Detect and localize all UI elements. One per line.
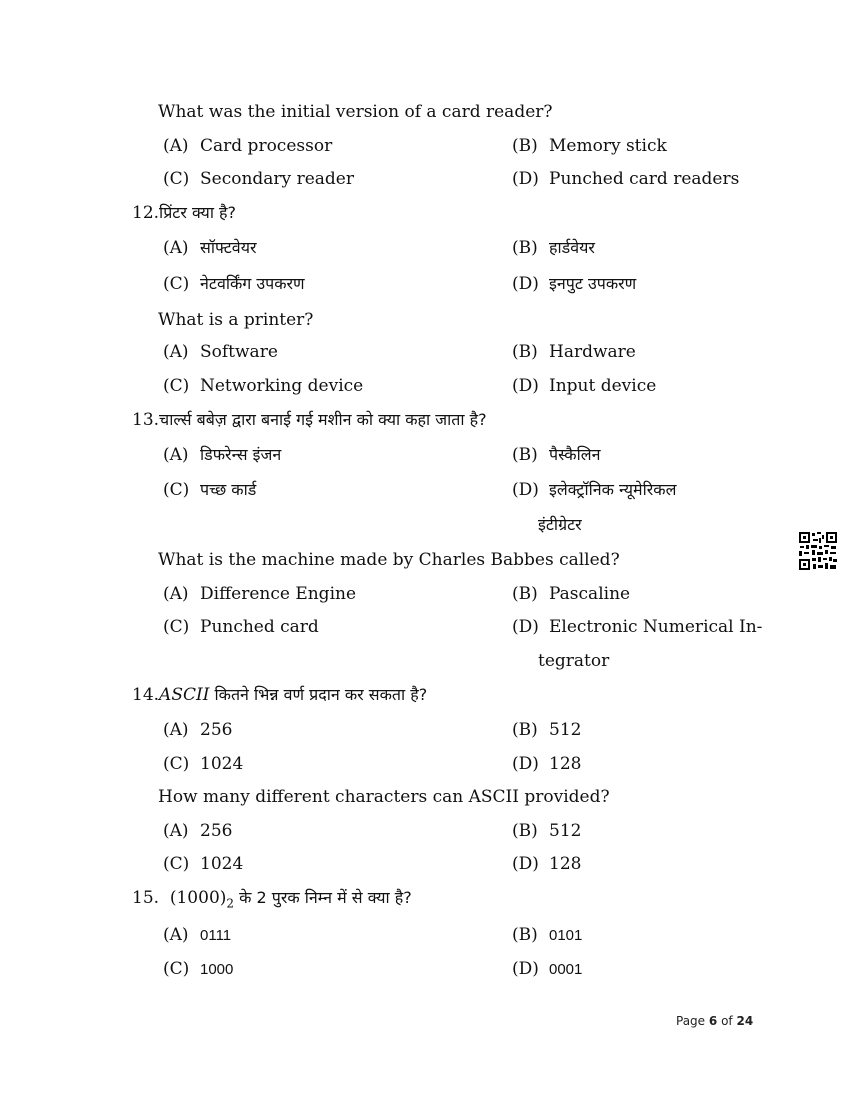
q12-hi-option-d: (D) इनपुट उपकरण bbox=[512, 274, 637, 294]
q15-option-b: (B) 0101 bbox=[512, 925, 583, 945]
q15-option-c: (C) 1000 bbox=[163, 959, 234, 979]
page-number: Page 6 of 24 bbox=[676, 1014, 754, 1028]
q11-option-c: (C) Secondary reader bbox=[163, 169, 354, 189]
q14-hi-option-b: (B) 512 bbox=[512, 720, 582, 740]
q13-en-option-a: (A) Difference Engine bbox=[163, 584, 357, 604]
q11-option-a: (A) Card processor bbox=[163, 136, 333, 156]
q12-en-option-a: (A) Software bbox=[163, 342, 278, 362]
q14-en-option-b: (B) 512 bbox=[512, 821, 582, 841]
q14-en-option-c: (C) 1024 bbox=[163, 854, 244, 874]
q12-english-question: What is a printer? bbox=[158, 310, 314, 330]
q12-hindi-question: 12.प्रिंटर क्या है? bbox=[132, 203, 237, 223]
q13-en-option-d: (D) Electronic Numerical In- bbox=[512, 617, 763, 637]
q13-english-question: What is the machine made by Charles Babbes called? bbox=[158, 550, 620, 570]
binary-expression: (1000) bbox=[169, 888, 227, 908]
binary-subscript: 2 bbox=[226, 896, 235, 911]
q12-en-option-c: (C) Networking device bbox=[163, 376, 364, 396]
q14-en-option-d: (D) 128 bbox=[512, 854, 582, 874]
q13-hi-option-a: (A) डिफरेन्स इंजन bbox=[163, 445, 282, 465]
q12-hi-option-c: (C) नेटवर्किंग उपकरण bbox=[163, 274, 305, 294]
q12-en-option-d: (D) Input device bbox=[512, 376, 657, 396]
q14-en-option-a: (A) 256 bbox=[163, 821, 233, 841]
q14-hi-option-c: (C) 1024 bbox=[163, 754, 244, 774]
q14-hi-option-d: (D) 128 bbox=[512, 754, 582, 774]
q15-option-d: (D) 0001 bbox=[512, 959, 583, 979]
q14-hindi-question: 14.ASCII कितने भिन्न वर्ण प्रदान कर सकता है? bbox=[132, 685, 428, 705]
q12-hi-option-b: (B) हार्डवेयर bbox=[512, 238, 595, 258]
q11-option-d: (D) Punched card readers bbox=[512, 169, 740, 189]
q13-en-option-b: (B) Pascaline bbox=[512, 584, 631, 604]
q12-hi-option-a: (A) सॉफ्टवेयर bbox=[163, 238, 257, 258]
q13-hi-option-d-continued: इंटीग्रेटर bbox=[538, 515, 582, 534]
q12-en-option-b: (B) Hardware bbox=[512, 342, 636, 362]
q13-hi-option-b: (B) पैस्कैलिन bbox=[512, 445, 601, 465]
q13-en-option-c: (C) Punched card bbox=[163, 617, 319, 637]
q15-option-a: (A) 0111 bbox=[163, 925, 232, 945]
q14-english-question: How many different characters can ASCII provided? bbox=[158, 787, 610, 807]
q11-english-question: What was the initial version of a card reader? bbox=[158, 102, 553, 122]
q11-option-b: (B) Memory stick bbox=[512, 136, 667, 156]
q13-hindi-question: 13.चार्ल्स बबेज़ द्वारा बनाई गई मशीन को क्या कहा जाता है? bbox=[132, 410, 487, 430]
q13-hi-option-d: (D) इलेक्ट्रॉनिक न्यूमेरिकल bbox=[512, 480, 677, 500]
q13-hi-option-c: (C) पच्छ कार्ड bbox=[163, 480, 257, 500]
q15-hindi-question: 15. $(1000)_2$ के 2 पुरक निम्न में से क्या है? bbox=[132, 888, 412, 911]
q14-hi-option-a: (A) 256 bbox=[163, 720, 233, 740]
ascii-term: ASCII bbox=[159, 685, 210, 705]
qr-code-icon bbox=[798, 531, 838, 571]
q13-en-option-d-continued: tegrator bbox=[538, 651, 610, 671]
